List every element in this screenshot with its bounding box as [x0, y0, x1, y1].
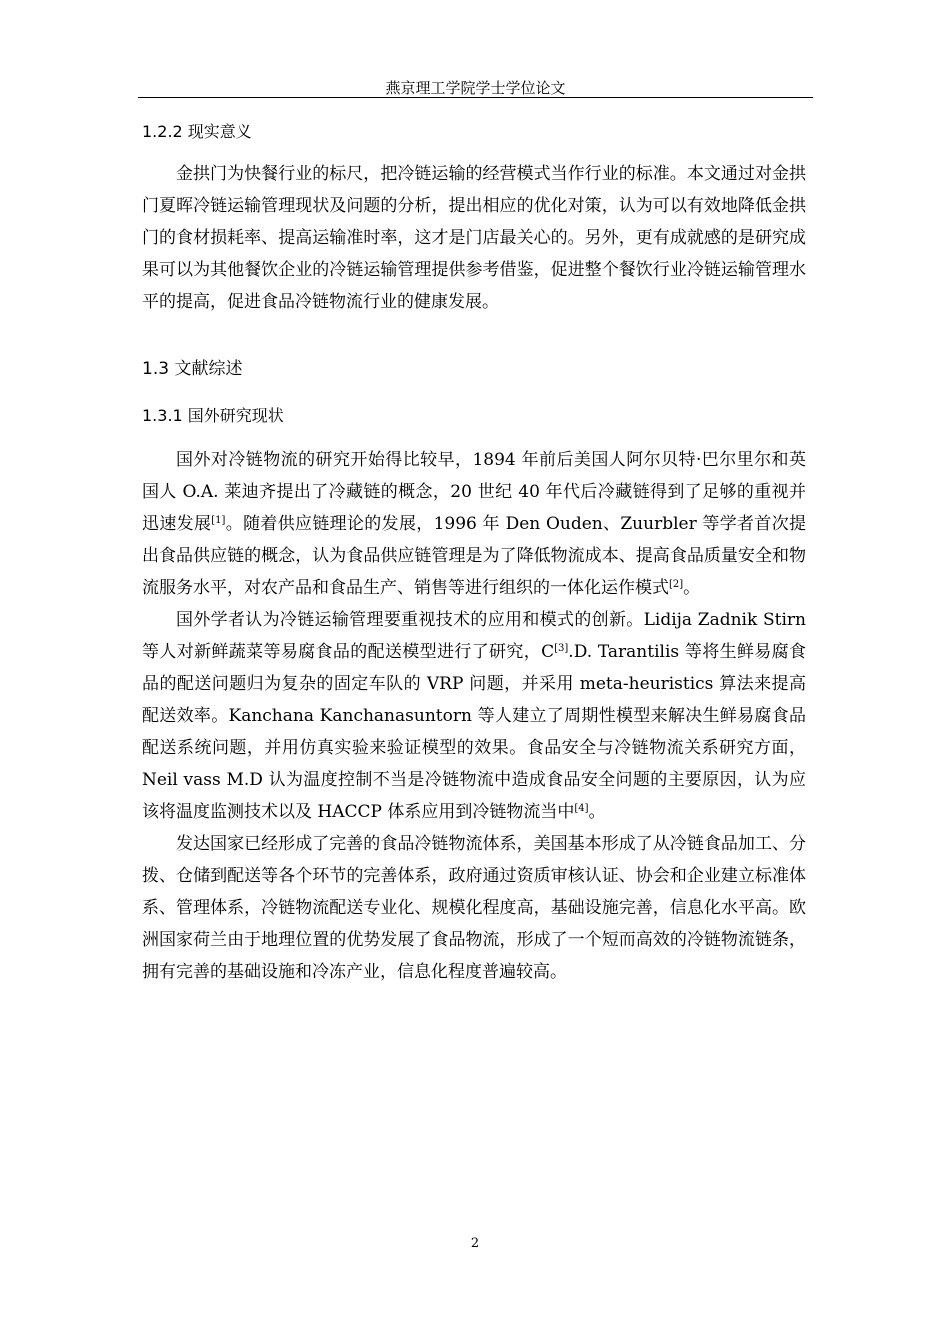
header-rule [138, 97, 813, 98]
paragraph-foreign-research-1 [142, 444, 806, 604]
page-number: 2 [470, 1236, 480, 1251]
text-run: .D. Tarantilis 等将生鲜易腐食品的配送问题归为复杂的固定车队的 VRP 问题，并采用 meta-heuristics 算法来提高配送效率。Kanchana Kanchanasuntorn 等人建立了周期性模型来解决生鲜易腐食品配送系统问题，并用仿真实验来验证模型的效果。食品安全与冷链物流关系研究方面，Neil vass M.D 认为温度控制不当是冷链物流中造成食品安全问题的主要原因，认为应该将温度监测技术以及 HACCP 体系应用到冷链物流当中 [142, 642, 806, 822]
page-header: 燕京理工学院学士学位论文 [385, 79, 566, 97]
citation-ref-1: [1] [211, 515, 226, 526]
citation-ref-3: [3] [554, 643, 569, 654]
text-run: 。随着供应链理论的发展，1996 年 Den Ouden、Zuurbler 等学者首次提出食品供应链的概念，认为食品供应链管理是为了降低物流成本、提高食品质量安全和物流服务水平，对农产品和食品生产、销售等进行组织的一体化运作模式 [142, 514, 807, 598]
section-heading-1-2-2: 1.2.2 现实意义 [142, 122, 252, 141]
citation-ref-2: [2] [669, 579, 684, 590]
section-heading-1-3-1: 1.3.1 国外研究现状 [142, 406, 284, 425]
text-run: 国外学者认为冷链运输管理要重视技术的应用和模式的创新。Lidija Zadnik Stirn 等人对新鲜蔬菜等易腐食品的配送模型进行了研究，C [142, 610, 806, 662]
text-run: 国外对冷链物流的研究开始得比较早，1894 年前后美国人阿尔贝特·巴尔里尔和英国人 O.A. 莱迪齐提出了冷藏链的概念，20 世纪 40 年代后冷藏链得到了足够的重视并迅速发展 [142, 450, 806, 534]
citation-ref-4: [4] [574, 803, 589, 814]
paragraph-foreign-research-3: 发达国家已经形成了完善的食品冷链物流体系，美国基本形成了从冷链食品加工、分拨、仓储到配送等各个环节的完善体系，政府通过资质审核认证、协会和企业建立标准体系、管理体系，冷链物流配送专业化、规模化程度高，基础设施完善，信息化水平高。欧洲国家荷兰由于地理位置的优势发展了食品物流，形成了一个短而高效的冷链物流链条，拥有完善的基础设施和冷冻产业，信息化程度普遍较高。 [142, 834, 806, 982]
page-content [142, 120, 806, 988]
paragraph-foreign-research-2 [142, 604, 806, 828]
text-run: 。 [588, 802, 606, 822]
section-heading-1-3: 1.3 文献综述 [142, 359, 243, 379]
paragraph-practical-significance: 金拱门为快餐行业的标尺，把冷链运输的经营模式当作行业的标准。本文通过对金拱门夏晖冷链运输管理现状及问题的分析，提出相应的优化对策，认为可以有效地降低金拱门的食材损耗率、提高运输准时率，这才是门店最关心的。另外，更有成就感的是研究成果可以为其他餐饮企业的冷链运输管理提供参考借鉴，促进整个餐饮行业冷链运输管理水平的提高，促进食品冷链物流行业的健康发展。 [142, 164, 806, 312]
text-run: 。 [683, 578, 701, 598]
